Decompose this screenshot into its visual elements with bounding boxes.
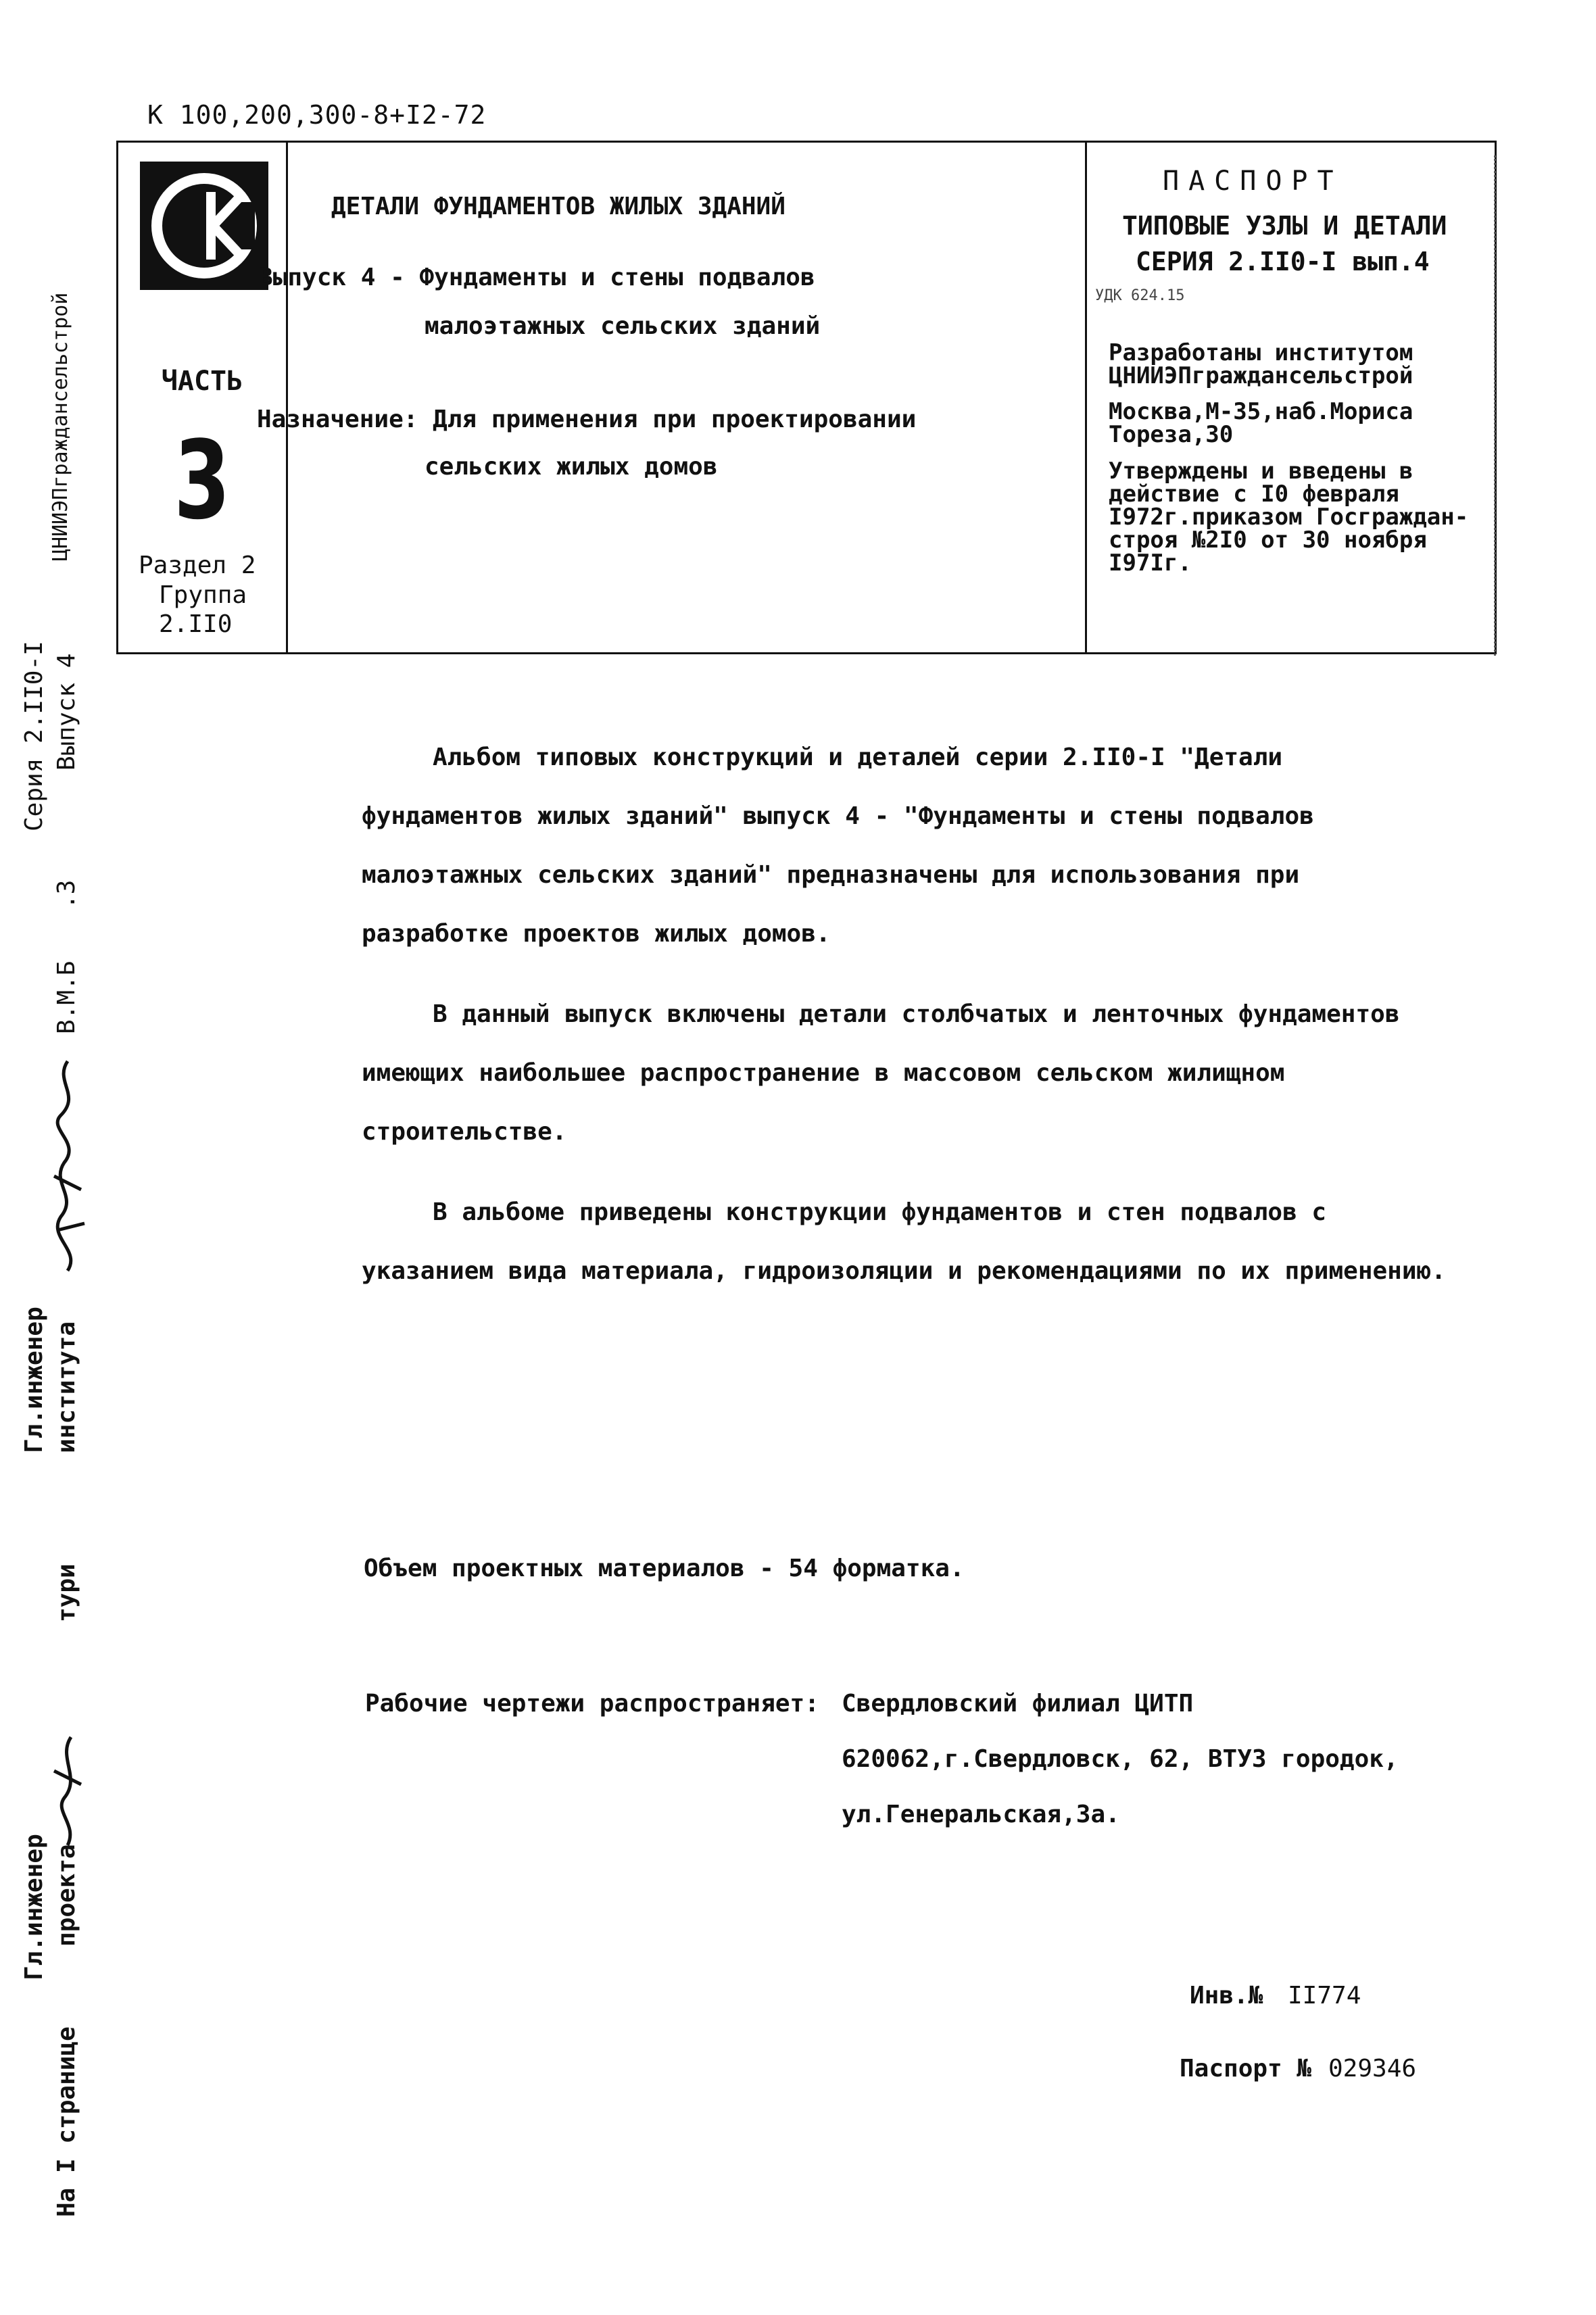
body-line: имеющих наибольшее распространение в массовом сельском жилищном xyxy=(362,1059,1285,1087)
udk-code: УДК 624.15 xyxy=(1095,287,1185,304)
margin-vmb-label: В.М.Б xyxy=(53,960,80,1034)
body-line: В альбоме приведены конструкции фундаментов и стен подвалов с xyxy=(433,1198,1327,1226)
body-line: указанием вида материала, гидроизоляции и рекомендациями по их применению. xyxy=(362,1257,1446,1285)
passport-title: ПАСПОРТ xyxy=(1163,166,1343,197)
margin-org-label: ЦНИИЭПграждансельстрой xyxy=(49,292,72,561)
body-line: разработке проектов жилых домов. xyxy=(362,920,831,948)
margin-series-label: Серия 2.II0-I xyxy=(20,641,48,831)
volume-line: Объем проектных материалов - 54 форматка. xyxy=(364,1555,965,1582)
inventory-label: Инв.№ xyxy=(1190,1982,1263,2009)
margin-project-chief-engineer-label: Гл.инженер xyxy=(20,1834,48,1980)
margin-project-label: проекта xyxy=(53,1844,80,1947)
group-number: 2.II0 xyxy=(159,610,233,638)
right-edge-dots xyxy=(1494,155,1496,656)
section-label: Раздел 2 xyxy=(139,552,256,579)
margin-tour-label: тури xyxy=(53,1563,80,1622)
distributor-line: 620062,г.Свердловск, 62, ВТУЗ городок, xyxy=(842,1745,1399,1773)
body-line: В данный выпуск включены детали столбчатых и ленточных фундаментов xyxy=(433,1000,1400,1028)
document-title: ДЕТАЛИ ФУНДАМЕНТОВ ЖИЛЫХ ЗДАНИЙ xyxy=(331,193,785,220)
title-block-divider-left xyxy=(286,143,288,652)
signature-chief-engineer-institute xyxy=(41,1054,95,1300)
passport-number-label: Паспорт № xyxy=(1180,2055,1312,2082)
purpose-line: Назначение: Для применения при проектировании xyxy=(257,406,917,433)
passport-approval-line: I972г.приказом Госграждан- xyxy=(1109,504,1469,531)
passport-approval-line: I97Iг. xyxy=(1109,550,1192,577)
passport-address-line: Тореза,30 xyxy=(1109,421,1234,448)
body-line: Альбом типовых конструкций и деталей серии 2.II0-I "Детали xyxy=(433,744,1283,771)
distributor-line: ул.Генеральская,3а. xyxy=(842,1801,1120,1828)
passport-subtitle: ТИПОВЫЕ УЗЛЫ И ДЕТАЛИ xyxy=(1122,211,1447,241)
margin-vmb-number: .3 xyxy=(53,879,80,909)
passport-approval-line: Утверждены и введены в xyxy=(1109,458,1413,485)
inventory-number: II774 xyxy=(1288,1982,1361,2009)
passport-approval xyxy=(1109,460,1468,575)
margin-institute-label: института xyxy=(53,1321,80,1453)
issue-line: Выпуск 4 - Фундаменты и стены подвалов xyxy=(258,264,815,291)
part-number: 3 xyxy=(174,417,231,543)
passport-series: СЕРИЯ 2.II0-I вып.4 xyxy=(1136,247,1430,276)
passport-address xyxy=(1109,400,1413,446)
passport-approval-line: строя №2I0 от 30 ноября xyxy=(1109,527,1427,554)
body-line: малоэтажных сельских зданий" предназначены для использования при xyxy=(362,861,1300,889)
part-label: ЧАСТЬ xyxy=(161,366,243,397)
document-code: К 100,200,300-8+I2-72 xyxy=(147,100,487,130)
sk-logo-icon xyxy=(140,162,268,290)
margin-chief-engineer-label: Гл.инженер xyxy=(20,1307,48,1453)
margin-first-page-label: На I странице xyxy=(53,2026,80,2217)
group-label: Группа xyxy=(159,581,247,609)
distributor-label: Рабочие чертежи распространяет: xyxy=(365,1690,819,1717)
purpose-line: сельских жилых домов xyxy=(425,453,718,481)
body-line: строительстве. xyxy=(362,1118,567,1146)
passport-developer xyxy=(1109,341,1413,387)
issue-line: малоэтажных сельских зданий xyxy=(425,312,821,340)
title-block-divider-right xyxy=(1085,143,1087,652)
passport-address-line: Москва,М-35,наб.Мориса xyxy=(1109,398,1413,425)
passport-approval-line: действие с I0 февраля xyxy=(1109,481,1399,508)
distributor-line: Свердловский филиал ЦИТП xyxy=(842,1690,1194,1717)
passport-developer-line: Разработаны институтом xyxy=(1109,339,1413,366)
body-line: фундаментов жилых зданий" выпуск 4 - "Фундаменты и стены подвалов xyxy=(362,802,1314,830)
margin-issue-label: Выпуск 4 xyxy=(53,653,80,771)
passport-developer-line: ЦНИИЭПграждансельстрой xyxy=(1109,362,1413,389)
passport-number: 029346 xyxy=(1328,2055,1417,2082)
